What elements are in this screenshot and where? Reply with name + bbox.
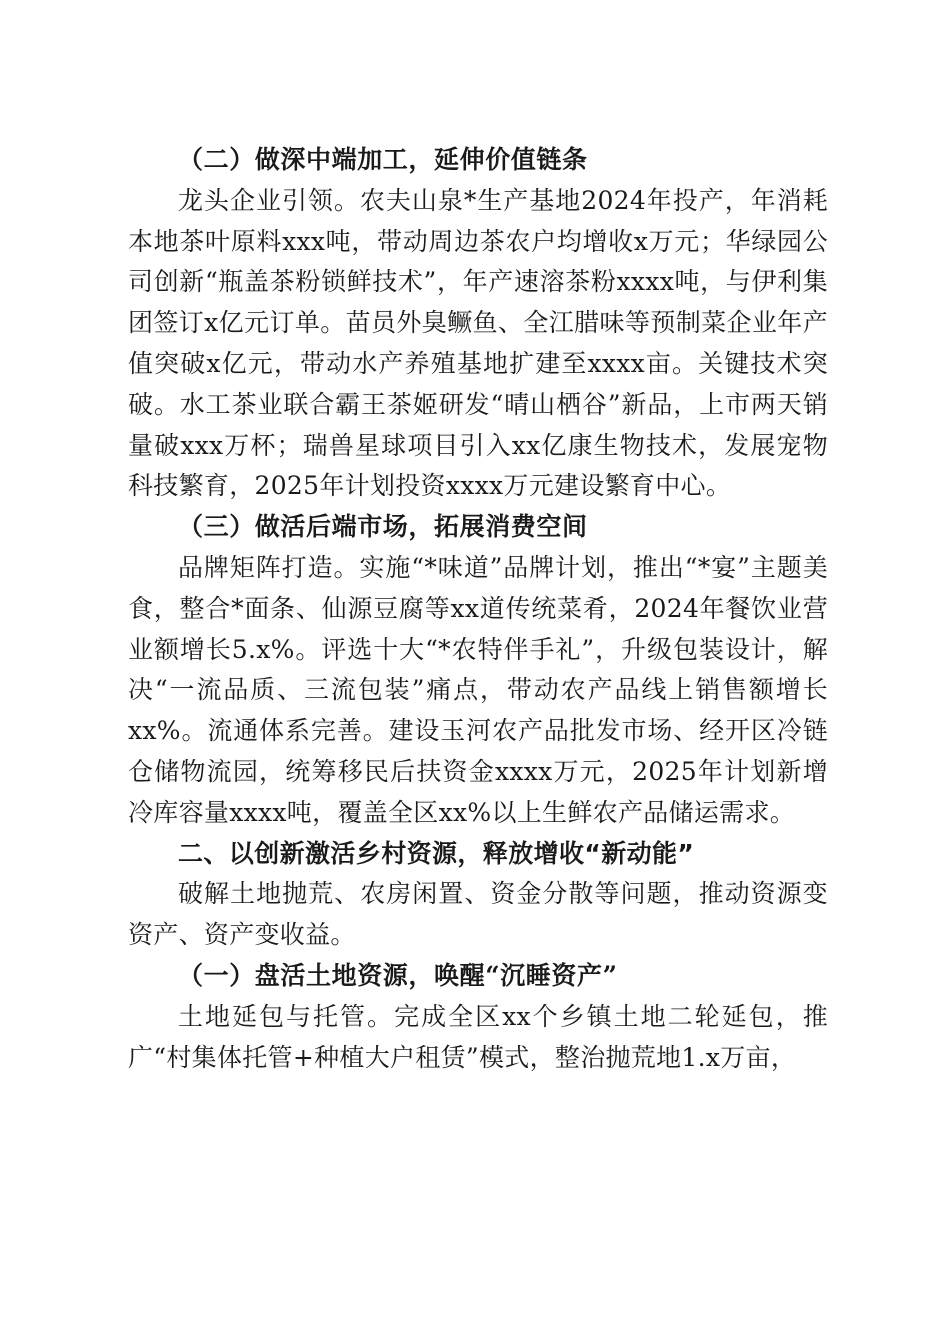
paragraph-land-contract: 土地延包与托管。完成全区xx个乡镇土地二轮延包，推广“村集体托管+种植大户租赁”模式，整治抛荒地1.x万亩，	[128, 1001, 828, 1072]
paragraph-leading-enterprises: 龙头企业引领。农夫山泉*生产基地2024年投产，年消耗本地茶叶原料xxx吨，带动周边茶农户均增收x万元；华绿园公司创新“瓶盖茶粉锁鲜技术”，年产速溶茶粉xxxx吨，与伊利集团签订x亿元订单。苗员外臭鳜鱼、全江腊味等预制菜企业年产值突破x亿元，带动水产养殖基地扩建至xxxx亩。关键技术突破。水工茶业联合霸王茶姬研发“晴山栖谷”新品，上市两天销量破xxx万杯；瑞兽星球项目引入xx亿康生物技术，发展宠物科技繁育，2025年计划投资xxxx万元建设繁育中心。	[128, 185, 828, 501]
subheading-3: （三）做活后端市场，拓展消费空间	[178, 512, 588, 542]
paragraph-brand-matrix: 品牌矩阵打造。实施“*味道”品牌计划，推出“*宴”主题美食，整合*面条、仙源豆腐等xx道传统菜肴，2024年餐饮业营业额增长5.x%。评选十大“*农特伴手礼”，升级包装设计，解决“一流品质、三流包装”痛点，带动农产品线上销售额增长xx%。流通体系完善。建设玉河农产品批发市场、经开区冷链仓储物流园，统筹移民后扶资金xxxx万元，2025年计划新增冷库容量xxxx吨，覆盖全区xx%以上生鲜农产品储运需求。	[128, 552, 828, 827]
subheading-2: （二）做深中端加工，延伸价值链条	[178, 145, 588, 174]
document-body	[128, 140, 828, 1078]
subheading-1: （一）盘活土地资源，唤醒“沉睡资产”	[178, 960, 618, 990]
paragraph-intro: 破解土地抛荒、农房闲置、资金分散等问题，推动资源变资产、资产变收益。	[128, 879, 828, 950]
section-heading-2: 二、以创新激活乡村资源，释放增收“新动能”	[178, 838, 695, 868]
